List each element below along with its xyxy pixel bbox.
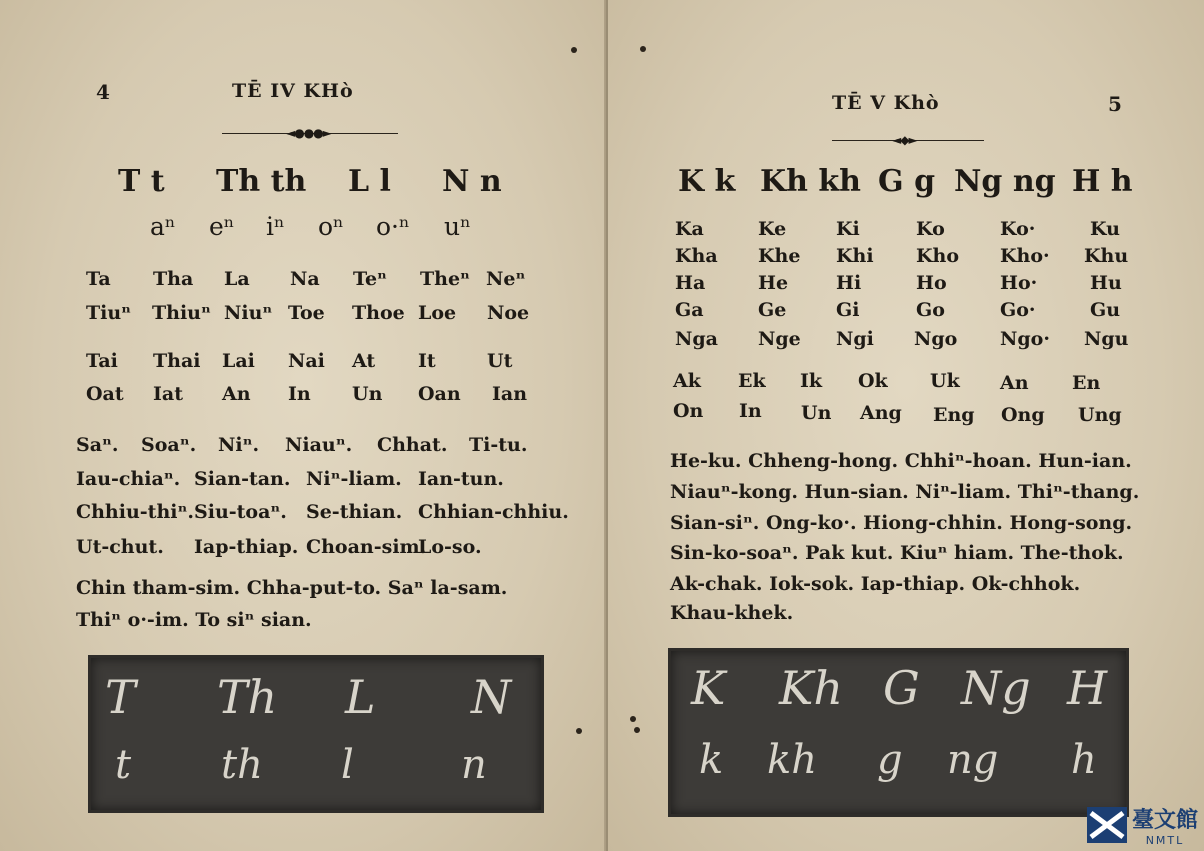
syllable: Iat xyxy=(153,383,183,405)
word: Ian-tun. xyxy=(418,468,504,490)
syllable: Hu xyxy=(1090,272,1122,294)
syllable: Niuⁿ xyxy=(224,302,273,324)
word-line: Niauⁿ-kong. Hun-sian. Niⁿ-liam. Thiⁿ-thang. xyxy=(670,481,1140,503)
syllable: Lai xyxy=(222,350,255,372)
syllable: Tai xyxy=(86,350,118,372)
syllable: Un xyxy=(801,402,832,424)
syllable: Ge xyxy=(758,299,787,321)
syllable: Ngo xyxy=(914,328,958,350)
syllable: Loe xyxy=(418,302,457,324)
syllable: Thoe xyxy=(352,302,405,324)
word-line: Sin-ko-soaⁿ. Pak kut. Kiuⁿ hiam. The-thok. xyxy=(670,542,1124,564)
ink-speck xyxy=(634,727,640,733)
word: Iau-chiaⁿ. xyxy=(76,468,181,490)
word: Sian-tan. xyxy=(194,468,291,490)
right-page: TĒ V Khò 5 ◄◆► K k Kh kh G g Ng ng H h Ka Ke Ki Ko Ko· Ku Kha Khe Khi Kho Kho· Khu Ha He Hi Ho Ho· Hu Ga Ge Gi Go Go· Gu Nga Nge Ngi Ngo Ngo· Ngu Ak Ek Ik Ok Uk An En On In Un Ang Eng Ong Ung He-ku. Chheng-hong. Chhiⁿ-hoan. Hun-ian. Niauⁿ-kong. Hun-sian. Niⁿ-liam. Thiⁿ-thang. Sian-siⁿ. Ong-ko·. Hiong-chhin. Hong-song. Sin-ko-soaⁿ. Pak kut. Kiuⁿ hiam. The-thok. Ak-chak. Iok-sok. Iap-thiap. Ok-chhok. Khau-khek. K Kh G Ng H k kh g ng h xyxy=(608,0,1204,851)
nasal-vowel: o·ⁿ xyxy=(376,212,410,241)
word: Se-thian. xyxy=(306,501,403,523)
big-letter: K k xyxy=(678,164,736,199)
sentence-line: Chin tham-sim. Chha-put-to. Saⁿ la-sam. xyxy=(76,577,508,599)
syllable: Un xyxy=(352,383,383,405)
page-number: 5 xyxy=(1108,92,1122,116)
syllable: Teⁿ xyxy=(353,268,387,290)
nmtl-logo-icon xyxy=(1087,807,1127,843)
big-letter: H h xyxy=(1072,164,1133,199)
syllable: Kho· xyxy=(1000,245,1050,267)
syllable: Ka xyxy=(675,218,704,240)
word: Lo-so. xyxy=(418,536,482,558)
big-letter: Ng ng xyxy=(954,164,1056,199)
syllable: En xyxy=(1072,372,1101,394)
cursive-letter: T xyxy=(105,670,136,724)
syllable: Go· xyxy=(1000,299,1036,321)
cursive-letter: l xyxy=(341,742,354,788)
syllable: Na xyxy=(290,268,320,290)
syllable: Ke xyxy=(758,218,787,240)
syllable: Nga xyxy=(675,328,718,350)
big-letter: Th th xyxy=(216,164,307,199)
syllable: Ha xyxy=(675,272,706,294)
cursive-letter: n xyxy=(461,742,487,788)
syllable: Nge xyxy=(758,328,801,350)
cursive-letter: t xyxy=(115,742,132,788)
page-number: 4 xyxy=(96,80,110,104)
syllable: Tha xyxy=(153,268,194,290)
nasal-vowel: eⁿ xyxy=(209,212,235,241)
cursive-letter: kh xyxy=(767,737,817,783)
nasal-vowel: oⁿ xyxy=(318,212,344,241)
syllable: In xyxy=(288,383,311,405)
syllable: Ian xyxy=(492,383,528,405)
watermark-chinese: 臺文館 xyxy=(1131,807,1198,833)
syllable: Ko xyxy=(916,218,945,240)
cursive-letter: L xyxy=(345,670,376,724)
word: Niⁿ. xyxy=(218,434,260,456)
syllable: Ki xyxy=(836,218,860,240)
word: Siu-toaⁿ. xyxy=(194,501,287,523)
word: Chhat. xyxy=(377,434,448,456)
syllable: Oat xyxy=(86,383,124,405)
nasal-vowel: aⁿ xyxy=(150,212,176,241)
syllable: Theⁿ xyxy=(420,268,470,290)
cursive-letter: ng xyxy=(947,737,999,783)
syllable: Khi xyxy=(836,245,874,267)
syllable: Ong xyxy=(1001,404,1045,426)
cursive-slate xyxy=(668,648,1129,817)
syllable: Ko· xyxy=(1000,218,1036,240)
word: Chhiu-thiⁿ. xyxy=(76,501,194,523)
cursive-letter: th xyxy=(221,742,263,788)
cursive-letter: h xyxy=(1071,737,1097,783)
word-line: Sian-siⁿ. Ong-ko·. Hiong-chhin. Hong-song. xyxy=(670,512,1133,534)
cursive-letter: K xyxy=(691,661,726,715)
word: Ut-chut. xyxy=(76,536,164,558)
syllable: Ut xyxy=(487,350,513,372)
syllable: La xyxy=(224,268,250,290)
ink-speck xyxy=(630,716,636,722)
syllable: Thiuⁿ xyxy=(152,302,211,324)
left-page: 4 TĒ IV KHò ◄●●●► T t Th th L l N n aⁿ eⁿ iⁿ oⁿ o·ⁿ uⁿ Ta Tha La Na Teⁿ Theⁿ Neⁿ Tiuⁿ Thiuⁿ Niuⁿ Toe Thoe Loe Noe Tai Thai Lai Nai At It Ut Oat Iat An In Un Oan Ian Saⁿ. Soaⁿ. Niⁿ. Niauⁿ. Chhat. Ti-tu. Iau-chiaⁿ. Sian-tan. Niⁿ-liam. Ian-tun. Chhiu-thiⁿ. Siu-toaⁿ. Se-thian. Chhian-chhiu. Ut-chut. Iap-thiap. Choan-sim. Lo-so. Chin tham-sim. Chha-put-to. Saⁿ la-sam. Thiⁿ o·-im. To siⁿ sian. T Th L N t th l n xyxy=(0,0,604,851)
word-line: Ak-chak. Iok-sok. Iap-thiap. Ok-chhok. xyxy=(670,573,1081,595)
syllable: Ga xyxy=(675,299,704,321)
cursive-letter: g xyxy=(877,737,903,783)
word: Ti-tu. xyxy=(469,434,528,456)
cursive-letter: Ng xyxy=(961,661,1031,715)
syllable: Khu xyxy=(1084,245,1129,267)
syllable: Oan xyxy=(418,383,461,405)
syllable: Gu xyxy=(1090,299,1121,321)
syllable: Toe xyxy=(288,302,325,324)
word: Saⁿ. xyxy=(76,434,119,456)
big-letter: T t xyxy=(118,164,165,199)
big-letter: G g xyxy=(878,164,936,199)
syllable: Khe xyxy=(758,245,801,267)
syllable: Tiuⁿ xyxy=(86,302,132,324)
syllable: Ta xyxy=(86,268,111,290)
cursive-slate xyxy=(88,655,544,813)
syllable: Go xyxy=(916,299,945,321)
cursive-letter: Kh xyxy=(779,661,843,715)
syllable: Ik xyxy=(800,370,823,392)
sentence-line: Thiⁿ o·-im. To siⁿ sian. xyxy=(76,609,312,631)
syllable: It xyxy=(418,350,436,372)
syllable: Neⁿ xyxy=(486,268,526,290)
syllable: Eng xyxy=(933,404,975,426)
syllable: Ho· xyxy=(1000,272,1038,294)
word: Chhian-chhiu. xyxy=(418,501,569,523)
nasal-vowel: iⁿ xyxy=(266,212,285,241)
cursive-letter: k xyxy=(699,737,724,783)
syllable: Nai xyxy=(288,350,325,372)
nmtl-watermark xyxy=(1087,803,1198,847)
syllable: Hi xyxy=(836,272,862,294)
word-line: Khau-khek. xyxy=(670,602,794,624)
word: Choan-sim. xyxy=(306,536,427,558)
word: Niauⁿ. xyxy=(285,434,353,456)
syllable: Noe xyxy=(487,302,530,324)
big-letter: L l xyxy=(348,164,391,199)
syllable: Ak xyxy=(673,370,701,392)
cursive-letter: G xyxy=(883,661,920,715)
syllable: Ngu xyxy=(1084,328,1129,350)
syllable: Ek xyxy=(738,370,766,392)
syllable: Kha xyxy=(675,245,718,267)
syllable: In xyxy=(739,400,762,422)
syllable: On xyxy=(673,400,704,422)
syllable: Uk xyxy=(930,370,960,392)
syllable: Ngo· xyxy=(1000,328,1050,350)
watermark-latin: NMTL xyxy=(1145,834,1185,847)
syllable: An xyxy=(222,383,251,405)
word: Iap-thiap. xyxy=(194,536,299,558)
ink-speck xyxy=(571,47,577,53)
big-letter: N n xyxy=(442,164,502,199)
syllable: An xyxy=(1000,372,1029,394)
word: Soaⁿ. xyxy=(141,434,197,456)
syllable: Kho xyxy=(916,245,960,267)
page-heading: TĒ IV KHò xyxy=(232,80,354,102)
syllable: Ok xyxy=(858,370,888,392)
syllable: At xyxy=(352,350,376,372)
nasal-vowel: uⁿ xyxy=(444,212,471,241)
syllable: Gi xyxy=(836,299,860,321)
syllable: Ku xyxy=(1090,218,1120,240)
cursive-letter: H xyxy=(1067,661,1108,715)
ink-speck xyxy=(640,46,646,52)
syllable: Thai xyxy=(153,350,201,372)
syllable: He xyxy=(758,272,789,294)
big-letter: Kh kh xyxy=(760,164,861,199)
cursive-letter: Th xyxy=(217,670,278,724)
syllable: Ho xyxy=(916,272,947,294)
syllable: Ngi xyxy=(836,328,874,350)
cursive-letter: N xyxy=(471,670,512,724)
page-heading: TĒ V Khò xyxy=(832,92,940,114)
syllable: Ang xyxy=(860,402,902,424)
syllable: Ung xyxy=(1078,404,1122,426)
word-line: He-ku. Chheng-hong. Chhiⁿ-hoan. Hun-ian. xyxy=(670,450,1132,472)
ink-speck xyxy=(576,728,582,734)
word: Niⁿ-liam. xyxy=(306,468,402,490)
